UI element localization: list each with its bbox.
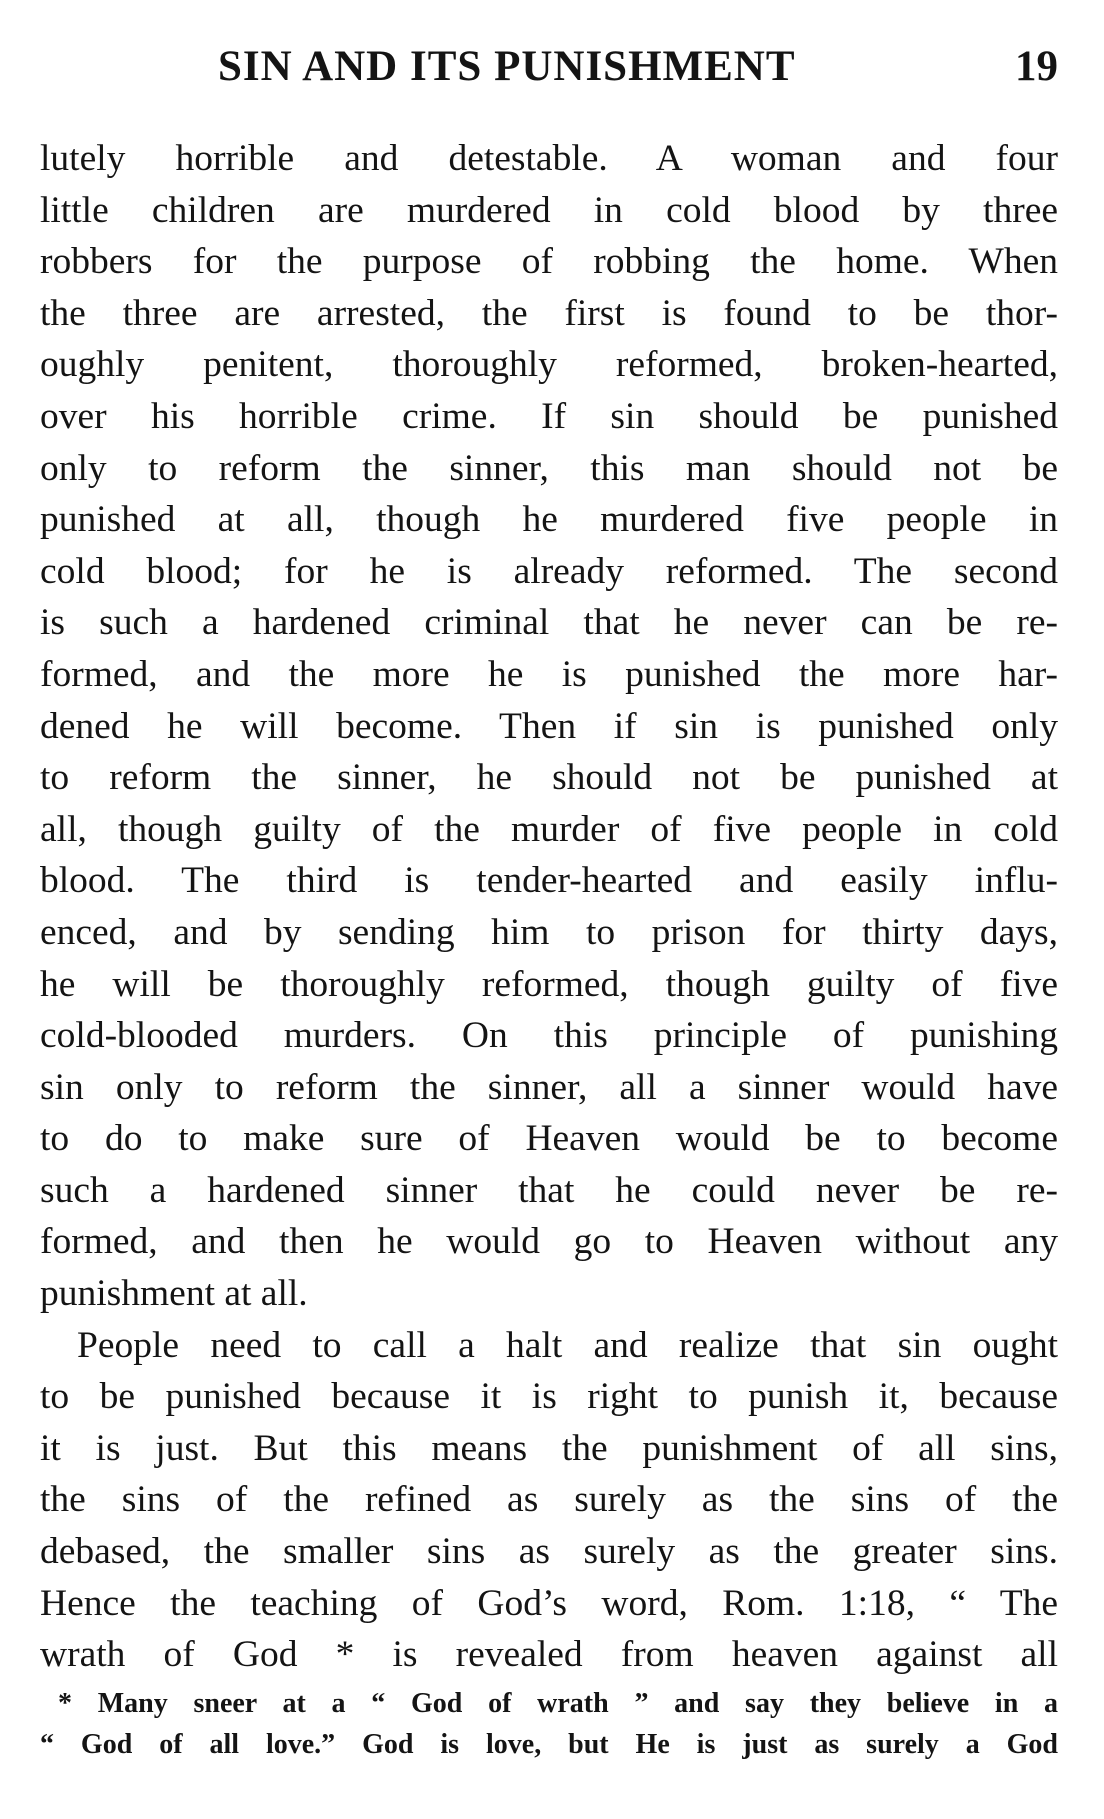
text-line: he will be thoroughly reformed, though guilty of five xyxy=(40,963,1058,1005)
text-line: cold-blooded murders. On this principle of punishing xyxy=(40,1015,1058,1057)
running-head xyxy=(40,0,1058,140)
text-line: oughly penitent, thoroughly reformed, broken-hearted, xyxy=(40,344,1058,386)
paragraph-start-line: People need to call a halt and realize that sin ought xyxy=(77,1324,1058,1366)
text-line: robbers for the purpose of robbing the home. When xyxy=(40,241,1058,283)
text-line: formed, and then he would go to Heaven without any xyxy=(40,1221,1058,1263)
text-line: lutely horrible and detestable. A woman and four xyxy=(40,138,1058,179)
body-text xyxy=(40,133,1058,1681)
text-line: only to reform the sinner, this man should not be xyxy=(40,447,1058,489)
text-line: punished at all, though he murdered five people in xyxy=(40,499,1058,541)
text-line: the sins of the refined as surely as the sins of the xyxy=(40,1479,1058,1521)
footnote-line: “ God of all love.” God is love, but He is just as surely a God xyxy=(40,1729,1058,1760)
text-line: such a hardened sinner that he could never be re- xyxy=(40,1169,1058,1211)
text-line: wrath of God * is revealed from heaven against all xyxy=(40,1634,1058,1676)
text-line: formed, and the more he is punished the more har- xyxy=(40,653,1058,695)
text-line: over his horrible crime. If sin should be punished xyxy=(40,395,1058,437)
book-page xyxy=(40,0,1058,1760)
text-line: enced, and by sending him to prison for thirty days, xyxy=(40,911,1058,953)
text-line: Hence the teaching of God’s word, Rom. 1:18, “ The xyxy=(40,1582,1058,1624)
running-title: SIN AND ITS PUNISHMENT xyxy=(218,43,796,90)
text-line: cold blood; for he is already reformed. The second xyxy=(40,550,1058,592)
text-line: it is just. But this means the punishment of all sins, xyxy=(40,1427,1058,1469)
text-line: debased, the smaller sins as surely as the greater sins. xyxy=(40,1531,1058,1573)
text-line: dened he will become. Then if sin is punished only xyxy=(40,705,1058,747)
text-line: to do to make sure of Heaven would be to become xyxy=(40,1118,1058,1160)
text-line: blood. The third is tender-hearted and easily influ- xyxy=(40,860,1058,902)
footnote xyxy=(40,1683,1058,1765)
page-number: 19 xyxy=(1015,43,1058,90)
text-line: is such a hardened criminal that he never can be re- xyxy=(40,602,1058,644)
text-line: to be punished because it is right to punish it, because xyxy=(40,1376,1058,1418)
paragraph-end-line: punishment at all. xyxy=(40,1273,308,1315)
text-line: sin only to reform the sinner, all a sinner would have xyxy=(40,1066,1058,1108)
text-line: little children are murdered in cold blood by three xyxy=(40,189,1058,231)
text-line: the three are arrested, the first is found to be thor- xyxy=(40,292,1058,334)
footnote-line: * Many sneer at a “ God of wrath ” and say they believe in a xyxy=(58,1688,1058,1719)
text-line: all, though guilty of the murder of five people in cold xyxy=(40,808,1058,850)
text-line: to reform the sinner, he should not be punished at xyxy=(40,757,1058,799)
